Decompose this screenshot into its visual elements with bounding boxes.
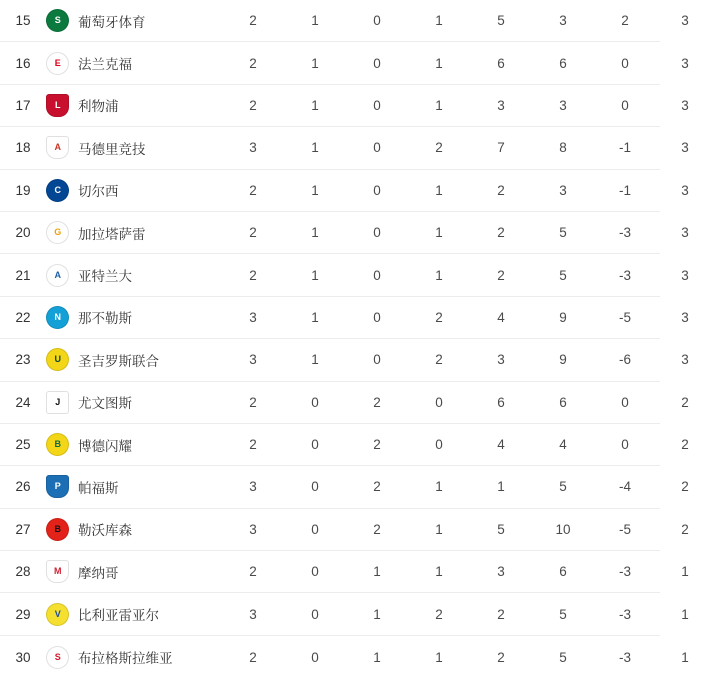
lost-cell: 0	[435, 437, 443, 453]
goals-for-cell: 6	[497, 394, 505, 410]
won-cell: 0	[311, 521, 319, 537]
rank-cell: 16	[15, 55, 31, 71]
table-row[interactable]	[0, 593, 689, 635]
goals-for-cell: 2	[497, 606, 505, 622]
team-name: 摩纳哥	[78, 565, 119, 581]
lost-cell: 2	[435, 140, 443, 156]
table-row[interactable]	[0, 170, 689, 212]
team-cell[interactable]	[46, 136, 222, 159]
rank-cell: 23	[15, 352, 31, 368]
team-name: 法兰克福	[78, 57, 132, 73]
team-cell[interactable]	[46, 391, 222, 414]
won-cell: 1	[311, 309, 319, 325]
goal-difference-cell: -3	[618, 649, 631, 665]
drawn-cell: 2	[373, 437, 381, 453]
team-crest-icon	[46, 136, 69, 159]
lost-cell: 1	[435, 521, 443, 537]
goals-against-cell: 5	[559, 267, 567, 283]
team-crest-initial: J	[55, 396, 60, 407]
won-cell: 1	[311, 225, 319, 241]
team-crest-icon	[46, 391, 69, 414]
rank-cell: 17	[15, 97, 31, 113]
goals-for-cell: 2	[497, 182, 505, 198]
played-cell: 2	[249, 55, 257, 71]
team-cell[interactable]	[46, 603, 222, 626]
goals-against-cell: 5	[559, 606, 567, 622]
goal-difference-cell: 0	[621, 394, 629, 410]
team-name: 尤文图斯	[78, 396, 132, 412]
goals-against-cell: 8	[559, 140, 567, 156]
points-cell: 2	[681, 521, 689, 537]
goals-for-cell: 1	[497, 479, 505, 495]
team-cell[interactable]	[46, 475, 222, 498]
played-cell: 3	[249, 140, 257, 156]
points-cell: 1	[681, 564, 689, 580]
goals-for-cell: 5	[497, 521, 505, 537]
team-crest-icon	[46, 179, 69, 202]
rank-cell: 15	[15, 13, 31, 29]
won-cell: 1	[311, 267, 319, 283]
team-crest-initial: M	[54, 566, 61, 577]
played-cell: 3	[249, 352, 257, 368]
rank-cell: 29	[15, 606, 31, 622]
team-crest-icon	[46, 348, 69, 371]
goals-against-cell: 10	[555, 521, 571, 537]
table-row[interactable]	[0, 42, 689, 84]
table-row[interactable]	[0, 636, 689, 678]
lost-cell: 1	[435, 97, 443, 113]
team-crest-initial: E	[54, 57, 61, 68]
team-crest-icon	[46, 475, 69, 498]
points-cell: 3	[681, 182, 689, 198]
team-cell[interactable]	[46, 348, 222, 371]
goal-difference-cell: -3	[618, 606, 631, 622]
team-name: 那不勒斯	[78, 311, 132, 327]
team-crest-icon	[46, 221, 69, 244]
goals-for-cell: 3	[497, 564, 505, 580]
drawn-cell: 0	[373, 55, 381, 71]
rank-cell: 26	[15, 479, 31, 495]
drawn-cell: 2	[373, 479, 381, 495]
team-cell[interactable]	[46, 646, 222, 669]
team-name: 博德闪耀	[78, 438, 132, 454]
team-cell[interactable]	[46, 9, 222, 32]
drawn-cell: 0	[373, 267, 381, 283]
rank-cell: 25	[15, 437, 31, 453]
rank-cell: 24	[15, 394, 31, 410]
lost-cell: 1	[435, 13, 443, 29]
goal-difference-cell: -6	[618, 352, 631, 368]
drawn-cell: 0	[373, 97, 381, 113]
table-row[interactable]	[0, 551, 689, 593]
rank-cell: 18	[15, 140, 31, 156]
goals-against-cell: 3	[559, 97, 567, 113]
team-crest-initial: S	[54, 651, 61, 662]
played-cell: 2	[249, 182, 257, 198]
goal-difference-cell: -4	[618, 479, 631, 495]
drawn-cell: 0	[373, 13, 381, 29]
team-crest-icon	[46, 603, 69, 626]
drawn-cell: 2	[373, 394, 381, 410]
team-crest-initial: S	[54, 15, 61, 26]
won-cell: 0	[311, 394, 319, 410]
played-cell: 2	[249, 437, 257, 453]
team-crest-icon	[46, 264, 69, 287]
played-cell: 3	[249, 521, 257, 537]
team-crest-icon	[46, 646, 69, 669]
table-row[interactable]	[0, 382, 689, 424]
goals-for-cell: 3	[497, 352, 505, 368]
team-crest-icon	[46, 52, 69, 75]
played-cell: 2	[249, 225, 257, 241]
goal-difference-cell: 0	[621, 97, 629, 113]
team-crest-initial: B	[54, 439, 61, 450]
team-name: 勒沃库森	[78, 523, 132, 539]
goals-against-cell: 3	[559, 182, 567, 198]
team-name: 圣吉罗斯联合	[78, 353, 159, 369]
goals-for-cell: 2	[497, 225, 505, 241]
points-cell: 1	[681, 606, 689, 622]
team-crest-icon	[46, 433, 69, 456]
played-cell: 3	[249, 479, 257, 495]
goal-difference-cell: -3	[618, 225, 631, 241]
team-crest-icon	[46, 94, 69, 117]
team-crest-icon	[46, 9, 69, 32]
lost-cell: 2	[435, 352, 443, 368]
goals-against-cell: 6	[559, 564, 567, 580]
table-row[interactable]	[0, 212, 689, 254]
table-row[interactable]	[0, 85, 689, 127]
won-cell: 0	[311, 479, 319, 495]
lost-cell: 1	[435, 649, 443, 665]
goals-against-cell: 6	[559, 394, 567, 410]
rank-cell: 30	[15, 649, 31, 665]
goals-for-cell: 7	[497, 140, 505, 156]
goals-against-cell: 3	[559, 13, 567, 29]
lost-cell: 1	[435, 479, 443, 495]
won-cell: 1	[311, 55, 319, 71]
drawn-cell: 0	[373, 140, 381, 156]
team-name: 加拉塔萨雷	[78, 226, 146, 242]
team-cell[interactable]	[46, 221, 222, 244]
table-row[interactable]	[0, 509, 689, 551]
team-cell[interactable]	[46, 433, 222, 456]
won-cell: 0	[311, 437, 319, 453]
rank-cell: 28	[15, 564, 31, 580]
team-cell[interactable]	[46, 179, 222, 202]
team-cell[interactable]	[46, 52, 222, 75]
team-cell[interactable]	[46, 560, 222, 583]
team-name: 亚特兰大	[78, 269, 132, 285]
lost-cell: 1	[435, 225, 443, 241]
team-crest-initial: V	[54, 608, 61, 619]
points-cell: 1	[681, 649, 689, 665]
goals-against-cell: 5	[559, 479, 567, 495]
team-crest-icon	[46, 560, 69, 583]
goal-difference-cell: 2	[621, 13, 629, 29]
goals-for-cell: 4	[497, 309, 505, 325]
team-crest-initial: U	[54, 354, 61, 365]
team-crest-initial: P	[54, 481, 61, 492]
team-crest-initial: A	[54, 269, 61, 280]
lost-cell: 2	[435, 606, 443, 622]
drawn-cell: 0	[373, 225, 381, 241]
points-cell: 3	[681, 225, 689, 241]
drawn-cell: 0	[373, 309, 381, 325]
points-cell: 3	[681, 97, 689, 113]
lost-cell: 1	[435, 182, 443, 198]
goal-difference-cell: 0	[621, 437, 629, 453]
team-crest-initial: B	[54, 523, 61, 534]
team-crest-icon	[46, 518, 69, 541]
goal-difference-cell: -5	[618, 521, 631, 537]
drawn-cell: 0	[373, 182, 381, 198]
goals-against-cell: 9	[559, 352, 567, 368]
team-name: 葡萄牙体育	[78, 14, 146, 30]
table-row[interactable]	[0, 297, 689, 339]
table-row[interactable]	[0, 339, 689, 381]
won-cell: 1	[311, 140, 319, 156]
team-name: 马德里竞技	[78, 141, 146, 157]
points-cell: 2	[681, 394, 689, 410]
rank-cell: 20	[15, 225, 31, 241]
team-cell[interactable]	[46, 306, 222, 329]
team-name: 切尔西	[78, 184, 119, 200]
rank-cell: 21	[15, 267, 31, 283]
goal-difference-cell: -3	[618, 267, 631, 283]
played-cell: 2	[249, 564, 257, 580]
rank-cell: 22	[15, 309, 31, 325]
goal-difference-cell: -1	[618, 140, 631, 156]
goals-for-cell: 6	[497, 55, 505, 71]
goals-against-cell: 6	[559, 55, 567, 71]
table-row[interactable]	[0, 466, 689, 508]
points-cell: 3	[681, 267, 689, 283]
won-cell: 1	[311, 97, 319, 113]
won-cell: 1	[311, 182, 319, 198]
drawn-cell: 1	[373, 564, 381, 580]
goals-for-cell: 4	[497, 437, 505, 453]
played-cell: 2	[249, 13, 257, 29]
drawn-cell: 0	[373, 352, 381, 368]
team-name: 利物浦	[78, 99, 119, 115]
lost-cell: 2	[435, 309, 443, 325]
played-cell: 2	[249, 97, 257, 113]
goal-difference-cell: 0	[621, 55, 629, 71]
points-cell: 3	[681, 140, 689, 156]
team-crest-initial: A	[54, 142, 61, 153]
goal-difference-cell: -5	[618, 309, 631, 325]
goal-difference-cell: -1	[618, 182, 631, 198]
drawn-cell: 1	[373, 606, 381, 622]
team-name: 比利亚雷亚尔	[78, 608, 159, 624]
goals-for-cell: 2	[497, 267, 505, 283]
team-cell[interactable]	[46, 94, 222, 117]
won-cell: 0	[311, 564, 319, 580]
goals-against-cell: 5	[559, 649, 567, 665]
played-cell: 3	[249, 309, 257, 325]
won-cell: 1	[311, 13, 319, 29]
played-cell: 2	[249, 267, 257, 283]
played-cell: 3	[249, 606, 257, 622]
lost-cell: 0	[435, 394, 443, 410]
team-cell[interactable]	[46, 518, 222, 541]
played-cell: 2	[249, 394, 257, 410]
won-cell: 0	[311, 606, 319, 622]
points-cell: 3	[681, 55, 689, 71]
rank-cell: 27	[15, 521, 31, 537]
team-crest-initial: C	[54, 184, 61, 195]
team-crest-initial: N	[54, 311, 61, 322]
table-row[interactable]	[0, 127, 689, 169]
played-cell: 2	[249, 649, 257, 665]
drawn-cell: 1	[373, 649, 381, 665]
table-row[interactable]	[0, 0, 689, 42]
drawn-cell: 2	[373, 521, 381, 537]
won-cell: 0	[311, 649, 319, 665]
team-crest-icon	[46, 306, 69, 329]
rank-cell: 19	[15, 182, 31, 198]
goal-difference-cell: -3	[618, 564, 631, 580]
points-cell: 3	[681, 352, 689, 368]
points-cell: 2	[681, 479, 689, 495]
goals-for-cell: 5	[497, 13, 505, 29]
goals-for-cell: 3	[497, 97, 505, 113]
team-name: 布拉格斯拉维亚	[78, 651, 173, 667]
team-crest-initial: G	[54, 227, 61, 238]
lost-cell: 1	[435, 55, 443, 71]
goals-against-cell: 5	[559, 225, 567, 241]
team-cell[interactable]	[46, 264, 222, 287]
points-cell: 2	[681, 437, 689, 453]
team-crest-initial: L	[55, 99, 60, 110]
table-row[interactable]	[0, 424, 689, 466]
goals-against-cell: 4	[559, 437, 567, 453]
points-cell: 3	[681, 13, 689, 29]
team-name: 帕福斯	[78, 480, 119, 496]
lost-cell: 1	[435, 564, 443, 580]
table-row[interactable]	[0, 254, 689, 296]
goals-against-cell: 9	[559, 309, 567, 325]
points-cell: 3	[681, 309, 689, 325]
goals-for-cell: 2	[497, 649, 505, 665]
won-cell: 1	[311, 352, 319, 368]
lost-cell: 1	[435, 267, 443, 283]
